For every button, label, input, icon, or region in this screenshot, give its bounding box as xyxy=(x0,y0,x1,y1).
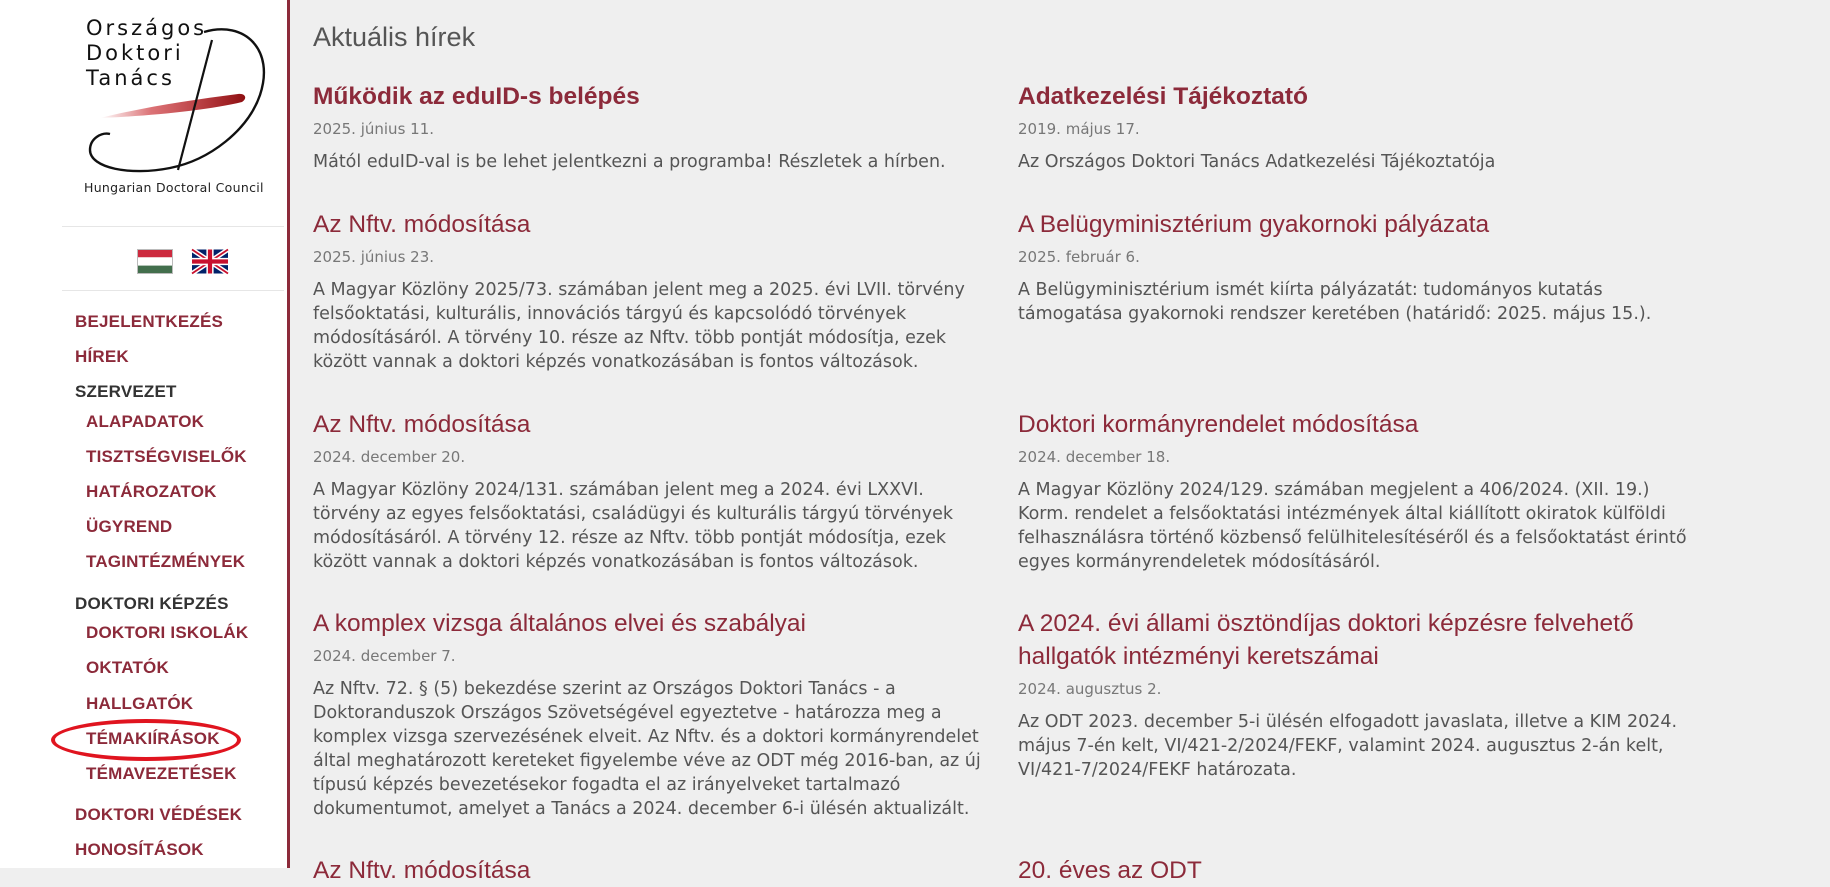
nav-procedures[interactable]: ÜGYREND xyxy=(86,517,173,536)
nav-login[interactable]: BEJELENTKEZÉS xyxy=(75,312,224,331)
nav-news[interactable]: HÍREK xyxy=(75,347,129,366)
news-item xyxy=(1018,854,1698,884)
hungarian-flag-icon[interactable] xyxy=(137,249,173,274)
news-text: Mától eduID-val is be lehet jelentkezni a programba! Részletek a hírben. xyxy=(313,152,946,172)
news-date: 2024. augusztus 2. xyxy=(1018,680,1162,698)
news-text: A Belügyminisztérium ismét kiírta pályázatát: tudományos kutatás támogatása gyakornoki rendszer keretében (határidő: 2025. május 15.). xyxy=(1018,280,1652,324)
logo-line-2: Doktori xyxy=(86,41,184,65)
nav-supervisions[interactable]: TÉMAVEZETÉSEK xyxy=(86,764,237,783)
logo-subtitle: Hungarian Doctoral Council xyxy=(84,180,264,195)
news-item xyxy=(313,408,993,574)
news-title[interactable]: A Belügyminisztérium gyakornoki pályázata xyxy=(1018,211,1490,238)
news-title[interactable]: Adatkezelési Tájékoztató xyxy=(1018,83,1309,110)
nav-doctoral-schools[interactable]: DOKTORI ISKOLÁK xyxy=(86,623,249,642)
news-text: Az Nftv. 72. § (5) bekezdése szerint az Országos Doktori Tanács - a Doktoranduszok Országos Szövetségével egyeztetve - határozza meg a komplex vizsga szervezésének elveit. Az Nftv. és a doktori kormányrendelet által meghatározott kereteket figyelembe véve az ODT még 2016-ban, az új típusú képzés bevezetésekor fogadta el az irányelveket tartalmazó dokumentumot, amelyet a Tanács a 2024. december 6-i ülésén aktualizált. xyxy=(313,679,981,819)
sidebar xyxy=(0,0,290,868)
nav-defenses[interactable]: DOKTORI VÉDÉSEK xyxy=(75,805,243,824)
news-text: A Magyar Közlöny 2025/73. számában jelent meg a 2025. évi LVII. törvény felsőoktatási, kulturális, innovációs tárgyú és kapcsolódó törvények módosításáról. A törvény 10. része az Nftv. több pontját módosítja, ezek között vannak a doktori képzés vonatkozásában is fontos változások. xyxy=(313,280,965,372)
nav-basic-data[interactable]: ALAPADATOK xyxy=(86,412,205,431)
news-date: 2024. december 7. xyxy=(313,647,456,665)
news-item xyxy=(1018,408,1698,574)
news-item xyxy=(313,854,993,884)
news-title[interactable]: 20. éves az ODT xyxy=(1018,857,1202,884)
annotation-highlight-circle xyxy=(51,719,241,761)
news-date: 2025. június 11. xyxy=(313,120,435,138)
news-title[interactable]: Az Nftv. módosítása xyxy=(313,411,531,438)
news-title[interactable]: Az Nftv. módosítása xyxy=(313,857,531,884)
divider xyxy=(62,226,284,227)
news-item xyxy=(1018,208,1698,326)
news-text: A Magyar Közlöny 2024/129. számában megjelent a 406/2024. (XII. 19.) Korm. rendelet a felsőoktatási intézmények által kiállított okiratok külföldi felhasználásra történő közbenső felülhitelesítéséről és a felsőoktatást érintő egyes kormányrendeletek módosításáról. xyxy=(1018,480,1687,572)
news-item xyxy=(313,607,993,821)
logo-title xyxy=(86,16,207,91)
news-title[interactable]: A 2024. évi állami ösztöndíjas doktori képzésre felvehető hallgatók intézményi keretszámai xyxy=(1018,610,1634,670)
divider xyxy=(62,290,284,291)
news-title[interactable]: Doktori kormányrendelet módosítása xyxy=(1018,411,1419,438)
site-logo[interactable] xyxy=(70,10,280,210)
language-switcher xyxy=(137,249,228,274)
nav-member-institutions[interactable]: TAGINTÉZMÉNYEK xyxy=(86,552,246,571)
nav-doctoral-training-heading[interactable]: DOKTORI KÉPZÉS xyxy=(75,594,229,613)
news-date: 2024. december 20. xyxy=(313,448,466,466)
news-text: Az ODT 2023. december 5-i ülésén elfogadott javaslata, illetve a KIM 2024. május 7-én kelt, VI/421-2/2024/FEKF, valamint 2024. augusztus 2-án kelt, VI/421-7/2024/FEKF határozata. xyxy=(1018,712,1678,780)
news-item xyxy=(313,208,993,374)
news-text: Az Országos Doktori Tanács Adatkezelési Tájékoztatója xyxy=(1018,152,1496,172)
page-title: Aktuális hírek xyxy=(313,22,476,52)
logo-line-3: Tanács xyxy=(86,66,175,90)
news-title[interactable]: A komplex vizsga általános elvei és szabályai xyxy=(313,610,806,637)
news-item xyxy=(313,80,993,174)
nav-decisions[interactable]: HATÁROZATOK xyxy=(86,482,217,501)
nav-students[interactable]: HALLGATÓK xyxy=(86,694,194,713)
news-item xyxy=(1018,80,1698,174)
news-date: 2025. február 6. xyxy=(1018,248,1140,266)
news-title[interactable]: Működik az eduID-s belépés xyxy=(313,83,640,110)
news-title[interactable]: Az Nftv. módosítása xyxy=(313,211,531,238)
nav-organization-heading[interactable]: SZERVEZET xyxy=(75,382,177,401)
nav-nostrifications[interactable]: HONOSÍTÁSOK xyxy=(75,840,204,859)
news-item xyxy=(1018,607,1698,782)
uk-flag-icon[interactable] xyxy=(192,249,228,274)
nav-officers[interactable]: TISZTSÉGVISELŐK xyxy=(86,447,247,466)
news-date: 2024. december 18. xyxy=(1018,448,1171,466)
nav-topic-announcements[interactable]: TÉMAKIÍRÁSOK xyxy=(86,729,220,748)
news-date: 2019. május 17. xyxy=(1018,120,1140,138)
news-date: 2025. június 23. xyxy=(313,248,435,266)
logo-line-1: Országos xyxy=(86,16,208,40)
nav-instructors[interactable]: OKTATÓK xyxy=(86,658,169,677)
news-text: A Magyar Közlöny 2024/131. számában jelent meg a 2024. évi LXXVI. törvény az egyes felsőoktatási, családügyi és kulturális tárgyú törvények módosításáról. A törvény 12. része az Nftv. több pontját módosítja, ezek között vannak a doktori képzés vonatkozásában is fontos változások. xyxy=(313,480,954,572)
